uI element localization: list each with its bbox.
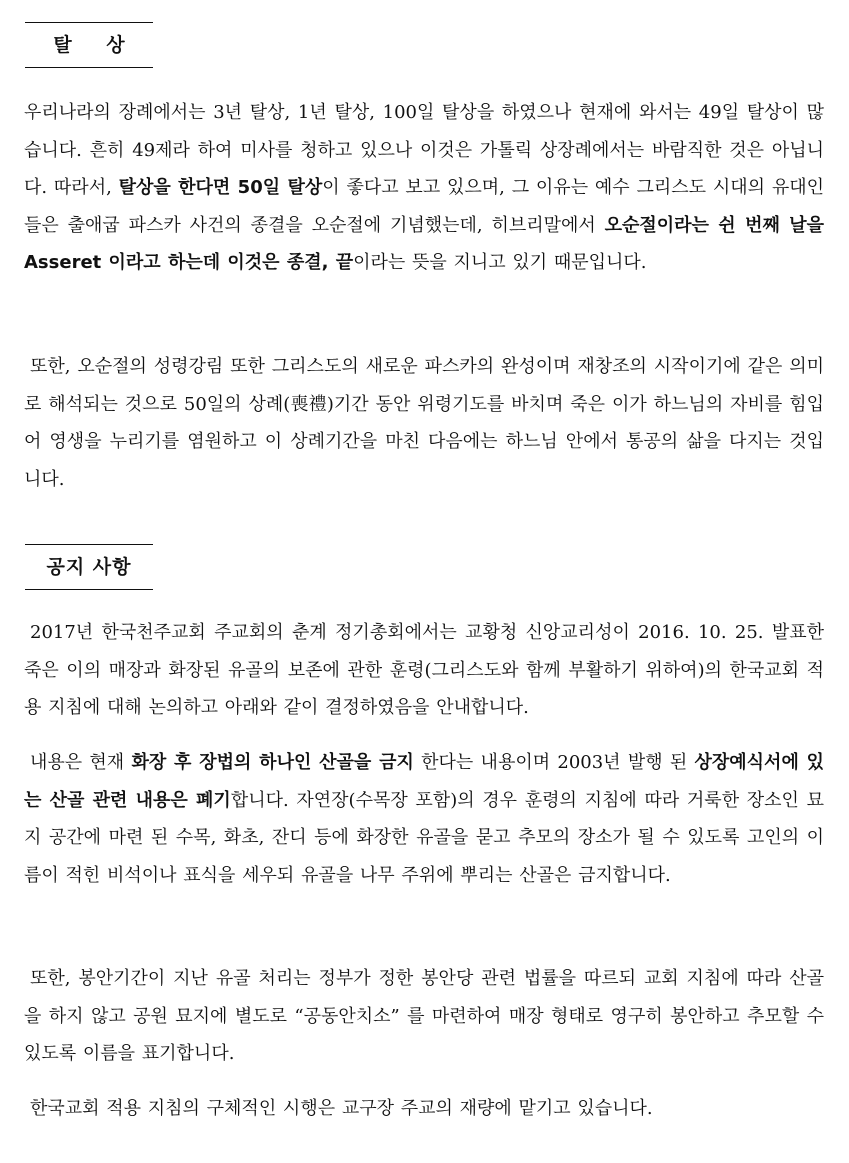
bold-text-abolished: 상장예식서에 있는 산골 관련 내용은 폐기 <box>24 752 825 811</box>
notice-paragraph-2 <box>24 744 824 894</box>
text-run: 2017년 한국천주교회 주교회의 춘계 정기총회에서는 교황청 신앙교리성이 2016. 10. 25. 발표한 죽은 이의 매장과 화장된 유골의 보존에 관한 훈령(그리스도와 함께 부활하기 위하여)의 한국교회 적용 지침에 대해 논의하고 아래와 같이 결정하였음을 안내합니다. <box>24 622 824 718</box>
bold-text-scattering-ban: 화장 후 장법의 하나인 산골을 금지 <box>131 752 414 773</box>
text-run: 이라는 뜻을 지니고 있기 때문입니다. <box>353 252 647 273</box>
section-heading-notice: 공지 사항 <box>25 544 153 590</box>
bold-text-50-day: 탈상을 한다면 50일 탈상 <box>118 177 323 198</box>
section-heading-talsang: 탈 상 <box>25 22 153 68</box>
bold-text-asseret: 오순절이라는 쉰 번째 날을 Asseret 이라고 하는데 이것은 종결, 끝 <box>24 214 824 273</box>
talsang-paragraph-2 <box>24 348 824 498</box>
notice-paragraph-1 <box>24 614 824 727</box>
talsang-paragraph-1 <box>24 94 824 282</box>
text-run: 한국교회 적용 지침의 구체적인 시행은 교구장 주교의 재량에 맡기고 있습니다. <box>30 1098 653 1119</box>
notice-paragraph-3 <box>24 960 824 1073</box>
text-run: 또한, 오순절의 성령강림 또한 그리스도의 새로운 파스카의 완성이며 재창조의 시작이기에 같은 의미로 해석되는 것으로 50일의 상례(喪禮)기간 동안 위령기도를 바치며 죽은 이가 하느님의 자비를 힘입어 영생을 누리기를 염원하고 이 상례기간을 마친 다음에는 하느님 안에서 통공의 삶을 다지는 것입니다. <box>24 356 824 490</box>
text-run: 내용은 현재 <box>30 752 132 773</box>
text-run: 이 좋다고 보고 있으며, 그 이유는 예수 그리스도 시대의 유대인들은 출애굽 파스카 사건의 종결을 오순절에 기념했는데, 히브리말에서 <box>24 177 824 236</box>
text-run: 또한, 봉안기간이 지난 유골 처리는 정부가 정한 봉안당 관련 법률을 따르되 교회 지침에 따라 산골을 하지 않고 공원 묘지에 별도로 “공동안치소” 를 마련하여 매장 형태로 영구히 봉안하고 추모할 수 있도록 이름을 표기합니다. <box>24 968 824 1064</box>
text-run: 합니다. 자연장(수목장 포함)의 경우 훈령의 지침에 따라 거룩한 장소인 묘지 공간에 마련 된 수목, 화초, 잔디 등에 화장한 유골을 묻고 추모의 장소가 될 수 있도록 고인의 이름이 적힌 비석이나 표식을 세우되 유골을 나무 주위에 뿌리는 산골은 금지합니다. <box>24 789 824 886</box>
notice-paragraph-4 <box>24 1090 824 1128</box>
text-run: 한다는 내용이며 2003년 발행 된 <box>413 752 695 773</box>
text-run: 우리나라의 장례에서는 3년 탈상, 1년 탈상, 100일 탈상을 하였으나 현재에 와서는 49일 탈상이 많습니다. 흔히 49제라 하여 미사를 청하고 있으나 이것은 가톨릭 상장례에서는 바람직한 것은 아닙니다. 따라서, <box>24 102 824 198</box>
